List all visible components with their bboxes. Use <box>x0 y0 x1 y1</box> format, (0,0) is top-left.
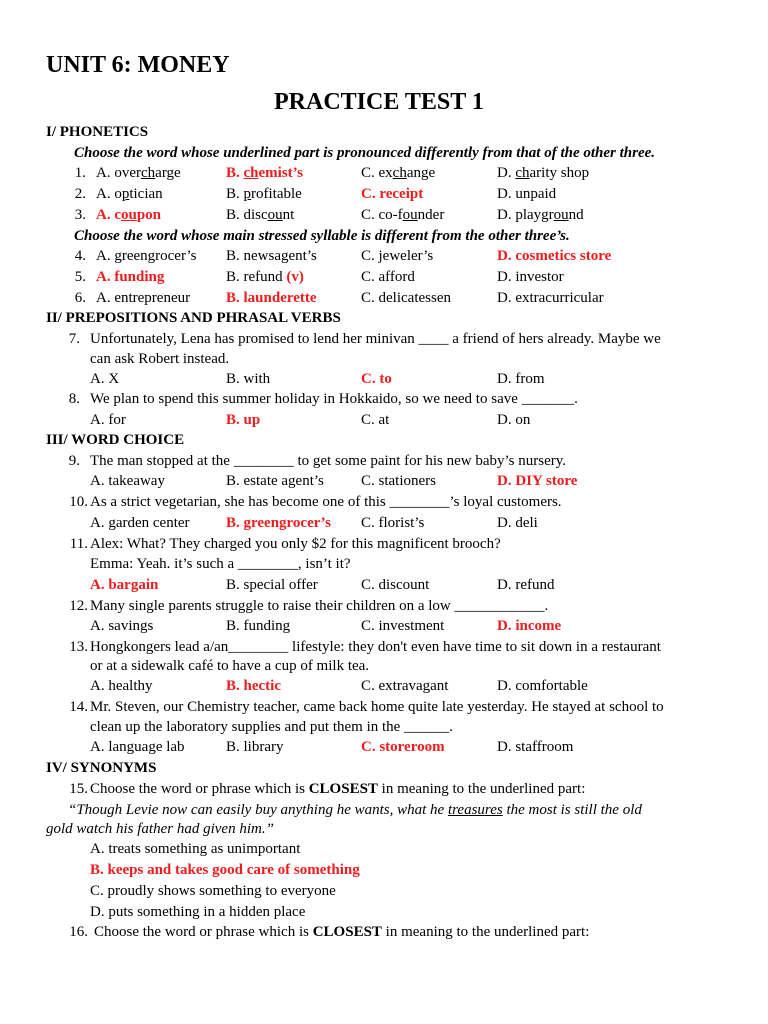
option-b-answer: B. up <box>226 412 261 428</box>
question-number: 11. <box>69 536 88 552</box>
instruction-pronunciation: Choose the word whose underlined part is pronounced differently from that of the other three. <box>74 145 656 161</box>
question-number: 4. <box>74 248 86 264</box>
question-number: 1. <box>74 165 86 181</box>
option-b: B. newsagent’s <box>226 248 317 264</box>
option-c: C. investment <box>361 618 445 634</box>
option-d: D. playground <box>497 207 584 223</box>
question-text-cont: clean up the laboratory supplies and put them in the ______. <box>90 719 453 735</box>
option-a: A. overcharge <box>96 165 181 181</box>
option-d: D. comfortable <box>497 678 588 694</box>
question-number: 2. <box>74 186 86 202</box>
option-d-answer: D. cosmetics store <box>497 248 612 264</box>
option-b: B. discount <box>226 207 295 223</box>
question-number: 13. <box>69 639 88 655</box>
option-c: C. at <box>361 412 390 428</box>
question-number: 15. <box>69 781 88 797</box>
option-a: A. X <box>90 371 120 387</box>
question-number: 9. <box>68 453 80 469</box>
option-d: D. on <box>497 412 531 428</box>
question-number: 10. <box>69 494 88 510</box>
question-number: 3. <box>74 207 86 223</box>
quote-line-1: “Though Levie now can easily buy anything he wants, what he treasures the most is still the old <box>68 802 642 818</box>
question-instruction: Choose the word or phrase which is CLOSEST in meaning to the underlined part: <box>90 781 586 797</box>
question-text: Unfortunately, Lena has promised to lend her minivan ____ a friend of hers already. Maybe we <box>90 331 661 347</box>
option-d: D. extracurricular <box>497 290 604 306</box>
question-text: We plan to spend this summer holiday in Hokkaido, so we need to save _______. <box>90 391 578 407</box>
question-number: 5. <box>74 269 86 285</box>
option-d-answer: D. income <box>497 618 562 634</box>
option-c: C. proudly shows something to everyone <box>90 883 336 899</box>
option-b: B. estate agent’s <box>226 473 324 489</box>
question-text: Hongkongers lead a/an________ lifestyle: they don't even have time to sit down in a restaurant <box>90 639 661 655</box>
question-text: Mr. Steven, our Chemistry teacher, came back home quite late yesterday. He stayed at school to <box>90 699 664 715</box>
page-title: PRACTICE TEST 1 <box>274 89 484 115</box>
question-text: As a strict vegetarian, she has become one of this ________’s loyal customers. <box>90 494 562 510</box>
option-b: B. profitable <box>226 186 302 202</box>
instruction-stress: Choose the word whose main stressed syllable is different from the other three’s. <box>74 228 570 244</box>
option-c: C. jeweler’s <box>361 248 434 264</box>
option-b: B. refund (v) <box>226 269 304 285</box>
option-b-answer: B. launderette <box>226 290 317 306</box>
option-c: C. delicatessen <box>361 290 451 306</box>
section-word-choice: III/ WORD CHOICE <box>46 432 185 448</box>
option-b: B. library <box>226 739 284 755</box>
question-number: 16. <box>69 924 88 940</box>
option-a: A. greengrocer’s <box>96 248 197 264</box>
option-d: D. refund <box>497 577 555 593</box>
option-a-answer: A. coupon <box>96 207 162 223</box>
option-b: B. funding <box>226 618 291 634</box>
question-text-cont: Emma: Yeah. it’s such a ________, isn’t it? <box>90 556 351 572</box>
option-b-answer: B. chemist’s <box>226 165 303 181</box>
option-b-answer: B. greengrocer’s <box>226 515 331 531</box>
question-number: 7. <box>68 331 80 347</box>
option-c: C. discount <box>361 577 430 593</box>
option-b-answer: B. keeps and takes good care of something <box>90 862 360 878</box>
question-number: 12. <box>69 598 88 614</box>
option-a-answer: A. funding <box>96 269 165 285</box>
question-text: Many single parents struggle to raise their children on a low ____________. <box>90 598 549 614</box>
question-instruction: Choose the word or phrase which is CLOSEST in meaning to the underlined part: <box>94 924 590 940</box>
option-a: A. healthy <box>90 678 153 694</box>
option-c: C. extravagant <box>361 678 449 694</box>
option-a: A. garden center <box>90 515 190 531</box>
option-a: A. optician <box>96 186 163 202</box>
option-b: B. special offer <box>226 577 318 593</box>
option-a: A. savings <box>90 618 154 634</box>
option-a: A. entrepreneur <box>96 290 191 306</box>
option-a: A. treats something as unimportant <box>90 841 301 857</box>
option-c: C. afford <box>361 269 415 285</box>
section-synonyms: IV/ SYNONYMS <box>46 760 157 776</box>
question-text-cont: can ask Robert instead. <box>90 351 230 367</box>
section-prepositions: II/ PREPOSITIONS AND PHRASAL VERBS <box>46 310 341 326</box>
option-c: C. stationers <box>361 473 436 489</box>
option-d: D. unpaid <box>497 186 557 202</box>
option-d-answer: D. DIY store <box>497 473 578 489</box>
unit-title: UNIT 6: MONEY <box>46 52 230 78</box>
option-d: D. investor <box>497 269 564 285</box>
option-a: A. language lab <box>90 739 185 755</box>
option-a-answer: A. bargain <box>90 577 159 593</box>
question-text: Alex: What? They charged you only $2 for this magnificent brooch? <box>90 536 501 552</box>
option-c-answer: C. storeroom <box>361 739 445 755</box>
option-c: C. florist’s <box>361 515 425 531</box>
option-d: D. deli <box>497 515 538 531</box>
option-a: A. takeaway <box>90 473 165 489</box>
option-c: C. co-founder <box>361 207 445 223</box>
question-number: 8. <box>68 391 80 407</box>
option-c-answer: C. to <box>361 371 392 387</box>
option-c-answer: C. receipt <box>361 186 424 202</box>
option-d: D. from <box>497 371 545 387</box>
option-b-answer: B. hectic <box>226 678 281 694</box>
option-d: D. puts something in a hidden place <box>90 904 306 920</box>
option-d: D. charity shop <box>497 165 590 181</box>
section-phonetics: I/ PHONETICS <box>46 124 149 140</box>
question-text: The man stopped at the ________ to get some paint for his new baby’s nursery. <box>90 453 567 469</box>
question-number: 14. <box>69 699 88 715</box>
option-b: B. with <box>226 371 271 387</box>
part-of-speech-mark: (v) <box>286 269 304 285</box>
option-c: C. exchange <box>361 165 436 181</box>
option-a: A. for <box>90 412 126 428</box>
quote-line-2: gold watch his father had given him.” <box>46 821 274 837</box>
question-text-cont: or at a sidewalk café to have a cup of milk tea. <box>90 658 370 674</box>
option-d: D. staffroom <box>497 739 574 755</box>
question-number: 6. <box>74 290 86 306</box>
